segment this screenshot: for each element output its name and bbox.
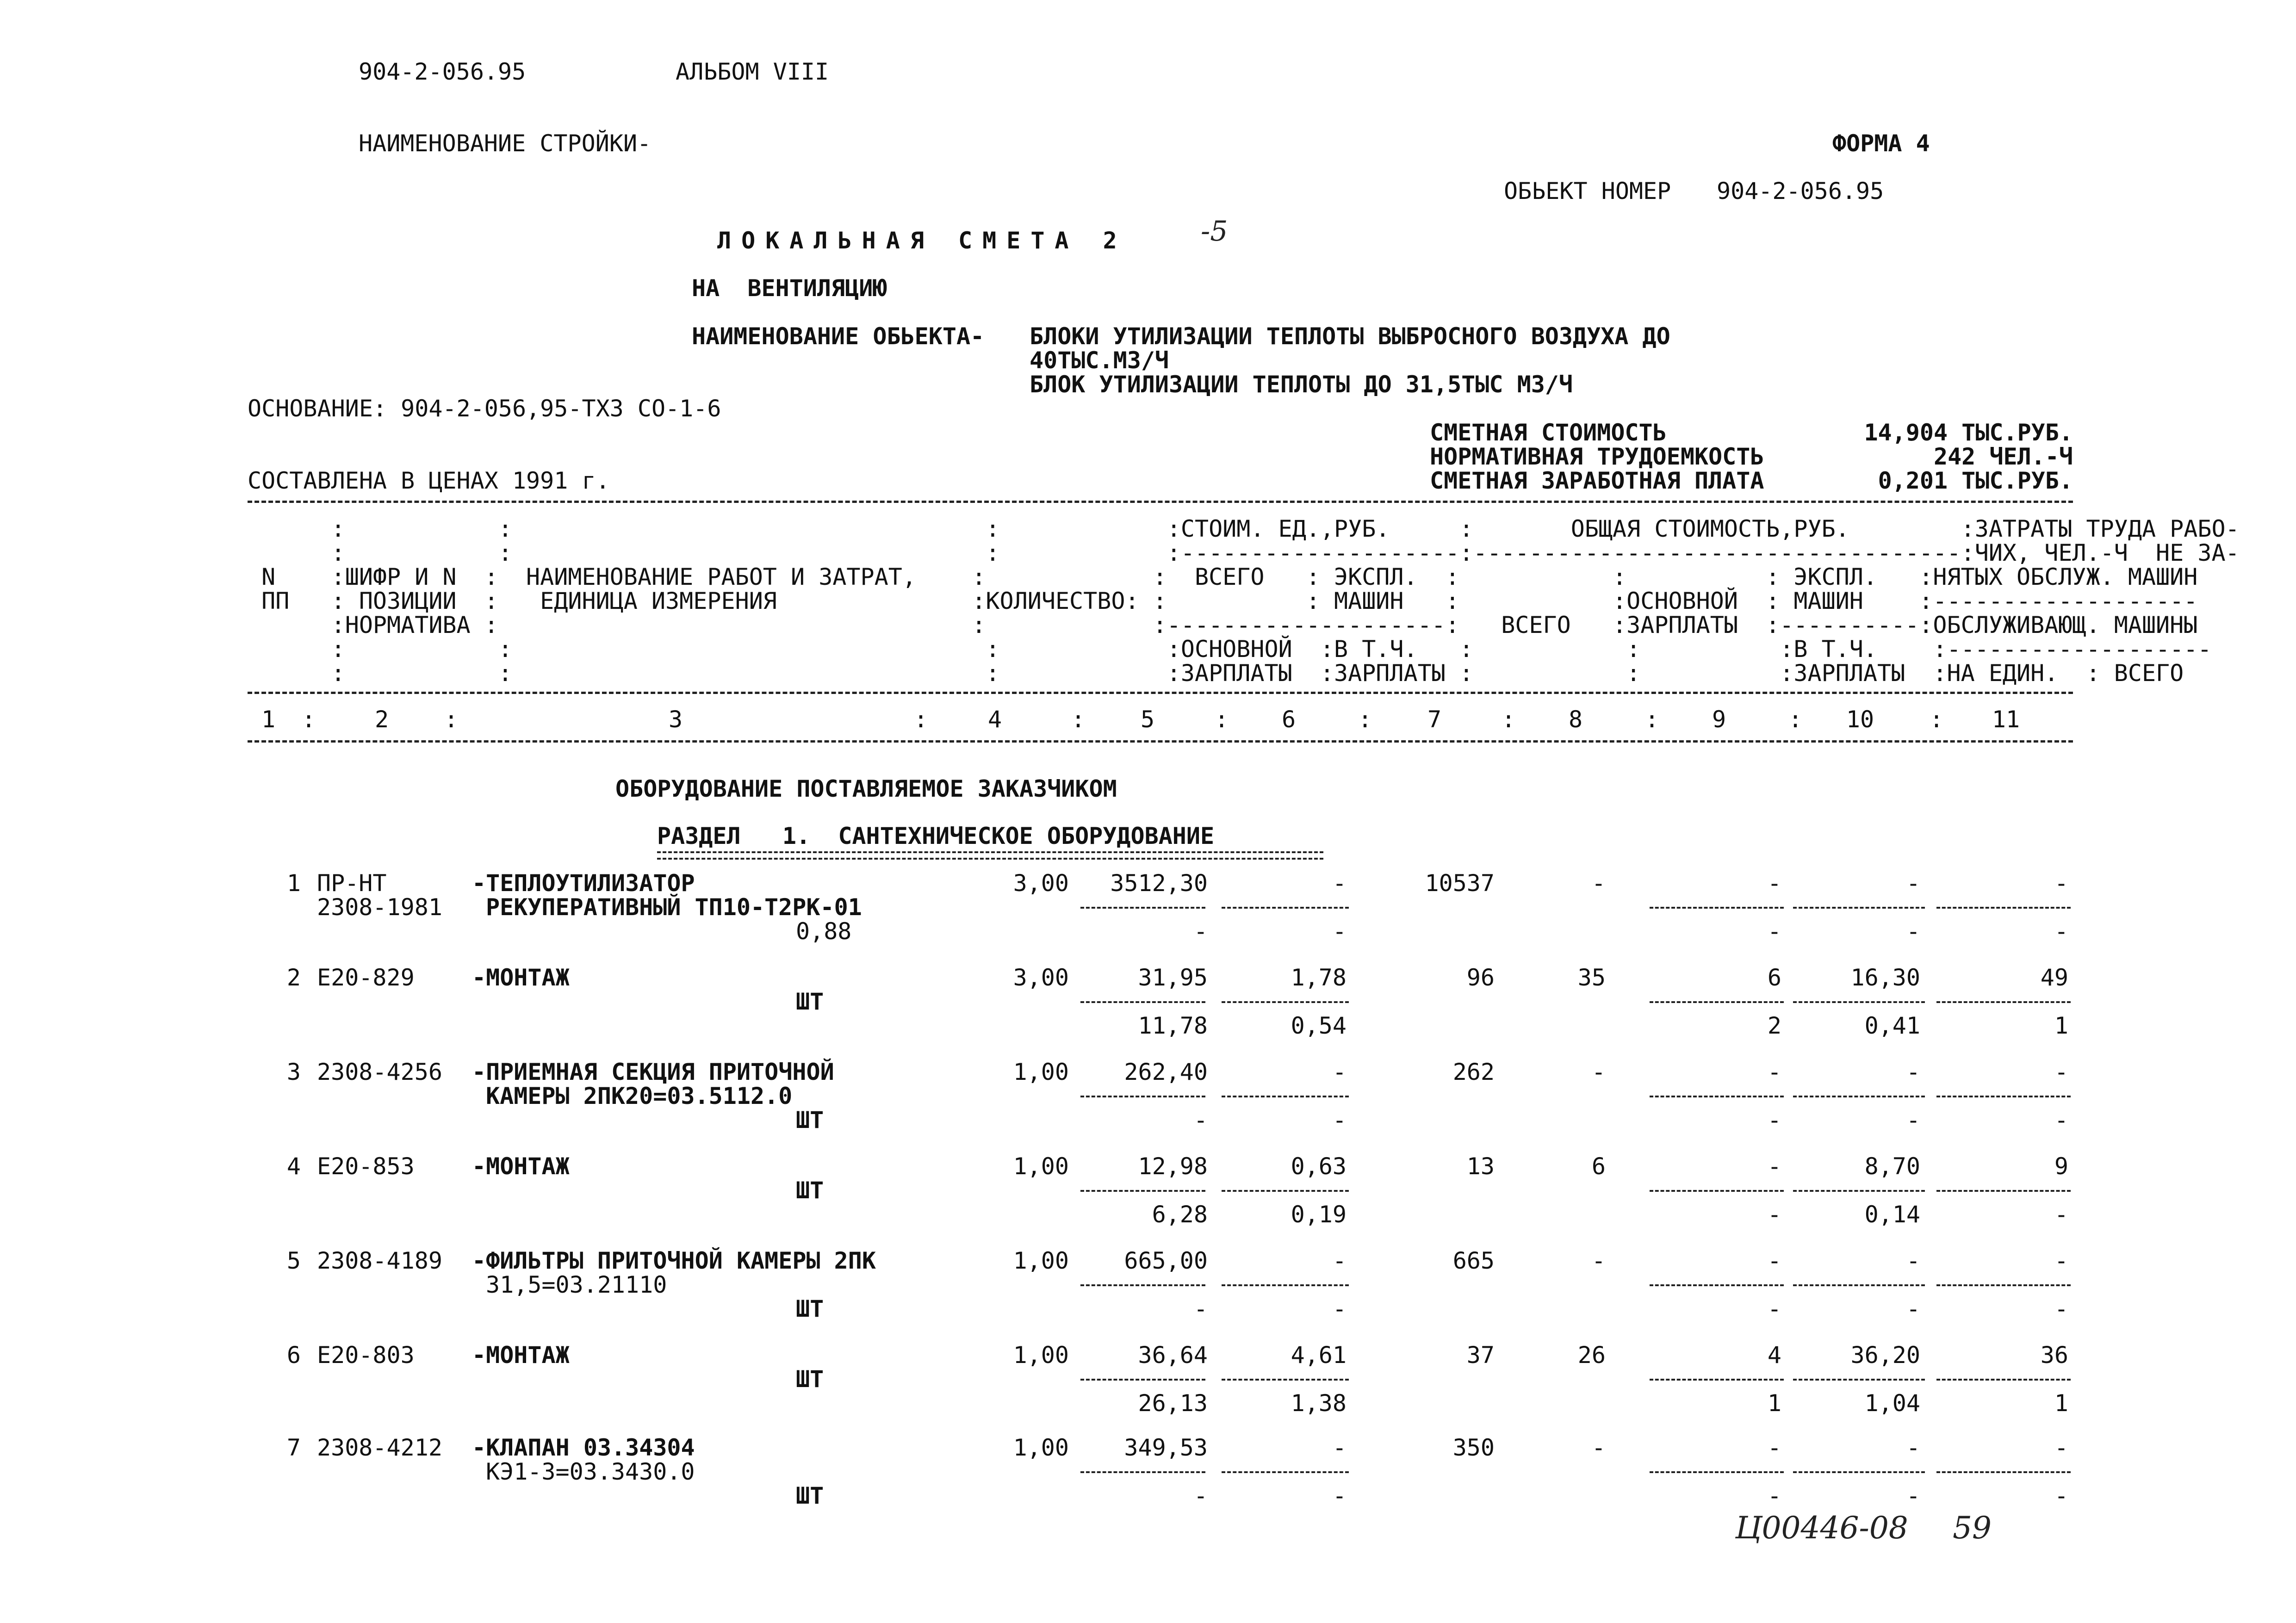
album-label: АЛЬБОМ VIII	[676, 58, 829, 85]
row-unit-cost: 665,00	[1124, 1247, 1208, 1274]
row-rule	[1650, 1001, 1784, 1003]
construction-name-label: НАИМЕНОВАНИЕ СТРОЙКИ-	[359, 130, 652, 157]
object-number-value: 904-2-056.95	[1717, 178, 1884, 204]
row-rule	[1222, 1471, 1349, 1473]
row-rule	[1222, 1096, 1349, 1097]
row-rule	[1793, 907, 1925, 909]
row-rule	[1936, 907, 2071, 909]
row-unit-machine-wage: 0,19	[1291, 1201, 1347, 1228]
header-row-4: ПП : ПОЗИЦИИ : ЕДИНИЦА ИЗМЕРЕНИЯ :КОЛИЧЕСТВО: : : МАШИН : :ОСНОВНОЙ : МАШИН :-------------------	[248, 588, 2198, 614]
row-base-wage: -	[1591, 1434, 1606, 1461]
row-base-wage: -	[1591, 1059, 1606, 1085]
row-rule	[1793, 1471, 1925, 1473]
row-rule	[1793, 1284, 1925, 1286]
row-total: 13	[1466, 1153, 1495, 1180]
row-number: 5	[286, 1247, 301, 1274]
row-service-unit: -	[1906, 1482, 1920, 1509]
row-unit-cost: 31,95	[1138, 964, 1208, 991]
row-code: 2308-1981	[317, 894, 442, 921]
column-separator: :	[1930, 706, 1944, 733]
row-number: 4	[286, 1153, 301, 1180]
row-service-total: -	[2054, 1201, 2068, 1228]
row-machine-total: -	[1767, 1247, 1781, 1274]
row-name: -ПРИЕМНАЯ СЕКЦИЯ ПРИТОЧНОЙ	[472, 1059, 834, 1085]
column-number: 4	[987, 706, 1002, 733]
row-code: Е20-803	[317, 1342, 415, 1369]
row-total: 665	[1452, 1247, 1495, 1274]
row-total: 10537	[1425, 870, 1495, 897]
row-rule	[1793, 1096, 1925, 1097]
row-name: -ФИЛЬТРЫ ПРИТОЧНОЙ КАМЕРЫ 2ПК	[472, 1247, 876, 1274]
row-unit-wage: -	[1193, 1295, 1208, 1322]
table-top-rule	[248, 501, 2073, 503]
document-subject: НА ВЕНТИЛЯЦИЮ	[692, 275, 887, 302]
row-rule	[1222, 1001, 1349, 1003]
row-rule	[1650, 1190, 1784, 1192]
row-service-total: 1	[2054, 1012, 2068, 1039]
row-unit: ШТ	[796, 988, 824, 1015]
row-rule	[1080, 907, 1205, 909]
column-number: 6	[1281, 706, 1296, 733]
row-unit-machine-wage: -	[1332, 918, 1347, 945]
row-labor-unit: 8,70	[1864, 1153, 1920, 1180]
object-number-label: ОБЬЕКТ НОМЕР	[1504, 178, 1671, 204]
row-name: -КЛАПАН 03.34304	[472, 1434, 695, 1461]
row-service-total: -	[2054, 918, 2068, 945]
row-unit-wage: 6,28	[1152, 1201, 1208, 1228]
row-unit-machine-wage: 0,54	[1291, 1012, 1347, 1039]
row-unit-cost: 36,64	[1138, 1342, 1208, 1369]
column-separator: :	[1502, 706, 1516, 733]
row-unit-cost: 349,53	[1124, 1434, 1208, 1461]
basis-line: ОСНОВАНИЕ: 904-2-056,95-ТХ3 СО-1-6	[248, 395, 721, 422]
row-service-unit: -	[1906, 918, 1920, 945]
row-quantity: 1,00	[1013, 1342, 1069, 1369]
row-rule	[1080, 1471, 1205, 1473]
row-base-wage: 26	[1577, 1342, 1606, 1369]
row-labor-unit: -	[1906, 870, 1920, 897]
row-rule	[1936, 1471, 2071, 1473]
row-total: 350	[1452, 1434, 1495, 1461]
object-name-label: НАИМЕНОВАНИЕ ОБЬЕКТА-	[692, 323, 985, 350]
row-quantity: 1,00	[1013, 1434, 1069, 1461]
handwritten-page-number: 59	[1953, 1510, 1992, 1546]
row-total: 96	[1466, 964, 1495, 991]
summary-value-cost: 14,904 ТЫС.РУБ.	[1864, 419, 2073, 446]
row-labor-total: -	[2054, 1434, 2068, 1461]
form-number: ФОРМА 4	[1832, 130, 1930, 157]
row-unit-machine-wage: -	[1332, 1295, 1347, 1322]
row-labor-unit: -	[1906, 1434, 1920, 1461]
row-code: ПР-НТ	[317, 870, 387, 897]
row-service-total: 1	[2054, 1390, 2068, 1417]
row-unit-cost: 12,98	[1138, 1153, 1208, 1180]
row-machine-wage: -	[1767, 1482, 1781, 1509]
header-row-2: : : : :--------------------:-----------------------------------:ЧИХ, ЧЕЛ.-Ч НЕ ЗА-	[248, 539, 2240, 566]
row-service-unit: -	[1906, 1295, 1920, 1322]
column-number: 10	[1846, 706, 1874, 733]
row-machine-total: -	[1767, 1434, 1781, 1461]
row-machine-total: -	[1767, 870, 1781, 897]
row-base-wage: 6	[1591, 1153, 1606, 1180]
row-quantity: 1,00	[1013, 1059, 1069, 1085]
row-total: 262	[1452, 1059, 1495, 1085]
row-machine-wage: -	[1767, 1201, 1781, 1228]
row-unit-wage: -	[1193, 918, 1208, 945]
column-separator: :	[1071, 706, 1086, 733]
row-machine-wage: 1	[1767, 1390, 1781, 1417]
row-rule	[1936, 1001, 2071, 1003]
column-numbers-bottom-rule	[248, 740, 2073, 743]
row-machine-wage: -	[1767, 1295, 1781, 1322]
prices-basis: СОСТАВЛЕНА В ЦЕНАХ 1991 г.	[248, 467, 610, 494]
row-labor-total: -	[2054, 1059, 2068, 1085]
row-rule	[1650, 1096, 1784, 1097]
summary-label-wages: СМЕТНАЯ ЗАРАБОТНАЯ ПЛАТА	[1430, 467, 1764, 494]
row-machine-wage: -	[1767, 918, 1781, 945]
row-rule	[1222, 907, 1349, 909]
row-rule	[1936, 1284, 2071, 1286]
object-name-line-3: БЛОК УТИЛИЗАЦИИ ТЕПЛОТЫ ДО 31,5ТЫС М3/Ч	[1030, 371, 1573, 398]
column-separator: :	[444, 706, 459, 733]
row-unit-wage: -	[1193, 1482, 1208, 1509]
document-title: ЛОКАЛЬНАЯ СМЕТА 2	[717, 227, 1127, 254]
row-unit-machine-wage: -	[1332, 1107, 1347, 1134]
row-labor-total: 9	[2054, 1153, 2068, 1180]
summary-value-labor: 242 ЧЕЛ.-Ч	[1933, 443, 2073, 470]
row-machine-total: -	[1767, 1059, 1781, 1085]
row-machine-total: -	[1767, 1153, 1781, 1180]
row-unit-wage: -	[1193, 1107, 1208, 1134]
header-row-7: : : : :ЗАРПЛАТЫ :ЗАРПЛАТЫ : : :ЗАРПЛАТЫ :НА ЕДИН. : ВСЕГО	[248, 660, 2184, 687]
row-labor-total: 49	[2040, 964, 2068, 991]
row-unit: ШТ	[796, 1177, 824, 1204]
row-unit-wage: 11,78	[1138, 1012, 1208, 1039]
column-number: 7	[1427, 706, 1442, 733]
row-rule	[1222, 1379, 1349, 1381]
object-name-line-1: БЛОКИ УТИЛИЗАЦИИ ТЕПЛОТЫ ВЫБРОСНОГО ВОЗДУХА ДО	[1030, 323, 1670, 350]
row-base-wage: 35	[1577, 964, 1606, 991]
column-separator: :	[1215, 706, 1229, 733]
row-labor-total: 36	[2040, 1342, 2068, 1369]
column-separator: :	[1788, 706, 1803, 733]
row-labor-unit: -	[1906, 1247, 1920, 1274]
row-labor-total: -	[2054, 870, 2068, 897]
row-machine-wage: 2	[1767, 1012, 1781, 1039]
row-unit: 0,88	[796, 918, 852, 945]
row-rule	[1650, 1379, 1784, 1381]
row-number: 3	[286, 1059, 301, 1085]
summary-label-labor: НОРМАТИВНАЯ ТРУДОЕМКОСТЬ	[1430, 443, 1764, 470]
row-rule	[1080, 1096, 1205, 1097]
row-rule	[1080, 1284, 1205, 1286]
column-number: 11	[1992, 706, 2020, 733]
row-machine-total: 6	[1767, 964, 1781, 991]
column-separator: :	[914, 706, 928, 733]
summary-label-cost: СМЕТНАЯ СТОИМОСТЬ	[1430, 419, 1667, 446]
row-rule	[1793, 1379, 1925, 1381]
row-unit-machine-wage: -	[1332, 1482, 1347, 1509]
summary-value-wages: 0,201 ТЫС.РУБ.	[1878, 467, 2073, 494]
row-rule	[1793, 1190, 1925, 1192]
column-number: 8	[1568, 706, 1583, 733]
title-handwritten-suffix: -5	[1201, 215, 1228, 248]
row-code: 2308-4189	[317, 1247, 442, 1274]
column-separator: :	[1358, 706, 1372, 733]
row-rule	[1080, 1379, 1205, 1381]
row-rule	[1222, 1284, 1349, 1286]
row-service-unit: 0,41	[1864, 1012, 1920, 1039]
row-name: КЭ1-3=03.3430.0	[486, 1458, 695, 1485]
row-rule	[1080, 1001, 1205, 1003]
row-rule	[1650, 1471, 1784, 1473]
row-machine-wage: -	[1767, 1107, 1781, 1134]
row-labor-unit: 36,20	[1850, 1342, 1920, 1369]
row-rule	[1793, 1001, 1925, 1003]
row-unit: ШТ	[796, 1366, 824, 1393]
row-number: 7	[286, 1434, 301, 1461]
object-name-line-2: 40ТЫС.М3/Ч	[1030, 347, 1169, 374]
header-row-5: :НОРМАТИВА : : :--------------------: ВСЕГО :ЗАРПЛАТЫ :----------:ОБСЛУЖИВАЮЩ. МАШИНЫ	[248, 612, 2198, 638]
row-machine-total: 4	[1767, 1342, 1781, 1369]
row-unit-machine: -	[1332, 1059, 1347, 1085]
equipment-heading: ОБОРУДОВАНИЕ ПОСТАВЛЯЕМОЕ ЗАКАЗЧИКОМ	[615, 775, 1117, 802]
row-code: 2308-4212	[317, 1434, 442, 1461]
row-unit-cost: 3512,30	[1110, 870, 1208, 897]
column-number: 1	[261, 706, 276, 733]
row-number: 6	[286, 1342, 301, 1369]
row-quantity: 3,00	[1013, 870, 1069, 897]
row-code: Е20-829	[317, 964, 415, 991]
row-unit: ШТ	[796, 1482, 824, 1509]
row-code: Е20-853	[317, 1153, 415, 1180]
column-separator: :	[1645, 706, 1659, 733]
row-rule	[1936, 1190, 2071, 1192]
row-rule	[1222, 1190, 1349, 1192]
row-total: 37	[1466, 1342, 1495, 1369]
row-quantity: 3,00	[1013, 964, 1069, 991]
column-number: 9	[1712, 706, 1726, 733]
header-row-1: : : : :СТОИМ. ЕД.,РУБ. : ОБЩАЯ СТОИМОСТЬ,РУБ. :ЗАТРАТЫ ТРУДА РАБО-	[248, 515, 2240, 542]
row-rule	[1080, 1190, 1205, 1192]
row-unit: ШТ	[796, 1295, 824, 1322]
row-rule	[1650, 1284, 1784, 1286]
row-unit-wage: 26,13	[1138, 1390, 1208, 1417]
row-rule	[1936, 1379, 2071, 1381]
row-unit-machine-wage: 1,38	[1291, 1390, 1347, 1417]
column-numbers-top-rule	[248, 692, 2073, 694]
row-name: -МОНТАЖ	[472, 1342, 570, 1369]
row-number: 1	[286, 870, 301, 897]
row-unit-machine: -	[1332, 1434, 1347, 1461]
row-name: -ТЕПЛОУТИЛИЗАТОР	[472, 870, 695, 897]
row-number: 2	[286, 964, 301, 991]
row-rule	[1650, 907, 1784, 909]
row-labor-unit: -	[1906, 1059, 1920, 1085]
column-number: 2	[374, 706, 389, 733]
row-name: 31,5=03.21110	[486, 1271, 667, 1298]
row-unit-machine: 1,78	[1291, 964, 1347, 991]
row-unit-machine: -	[1332, 870, 1347, 897]
row-service-total: -	[2054, 1295, 2068, 1322]
row-rule	[1936, 1096, 2071, 1097]
column-number: 3	[668, 706, 683, 733]
row-service-unit: -	[1906, 1107, 1920, 1134]
row-service-unit: 1,04	[1864, 1390, 1920, 1417]
column-number: 5	[1140, 706, 1155, 733]
row-quantity: 1,00	[1013, 1247, 1069, 1274]
row-name: КАМЕРЫ 2ПК20=03.5112.0	[486, 1083, 793, 1109]
row-base-wage: -	[1591, 870, 1606, 897]
section-heading: РАЗДЕЛ 1. САНТЕХНИЧЕСКОЕ ОБОРУДОВАНИЕ	[657, 823, 1215, 849]
row-labor-unit: 16,30	[1850, 964, 1920, 991]
row-quantity: 1,00	[1013, 1153, 1069, 1180]
column-separator: :	[302, 706, 316, 733]
section-underline	[657, 851, 1323, 860]
row-name: -МОНТАЖ	[472, 964, 570, 991]
row-base-wage: -	[1591, 1247, 1606, 1274]
row-name: РЕКУПЕРАТИВНЫЙ ТП10-Т2РК-01	[486, 894, 862, 921]
row-name: -МОНТАЖ	[472, 1153, 570, 1180]
row-unit-machine: 0,63	[1291, 1153, 1347, 1180]
handwritten-archive-number: Ц00446-08	[1735, 1510, 1908, 1546]
row-unit-machine: 4,61	[1291, 1342, 1347, 1369]
row-labor-total: -	[2054, 1247, 2068, 1274]
row-unit-machine: -	[1332, 1247, 1347, 1274]
row-service-total: -	[2054, 1482, 2068, 1509]
header-row-3: N :ШИФР И N : НАИМЕНОВАНИЕ РАБОТ И ЗАТРАТ, : : ВСЕГО : ЭКСПЛ. : : : ЭКСПЛ. :НЯТЫХ ОБСЛУЖ. МАШИН	[248, 564, 2198, 590]
row-service-total: -	[2054, 1107, 2068, 1134]
header-row-6: : : : :ОСНОВНОЙ :В Т.Ч. : : :В Т.Ч. :-------------------	[248, 636, 2212, 663]
row-code: 2308-4256	[317, 1059, 442, 1085]
row-unit-cost: 262,40	[1124, 1059, 1208, 1085]
doc-code: 904-2-056.95	[359, 58, 526, 85]
row-service-unit: 0,14	[1864, 1201, 1920, 1228]
row-unit: ШТ	[796, 1107, 824, 1134]
